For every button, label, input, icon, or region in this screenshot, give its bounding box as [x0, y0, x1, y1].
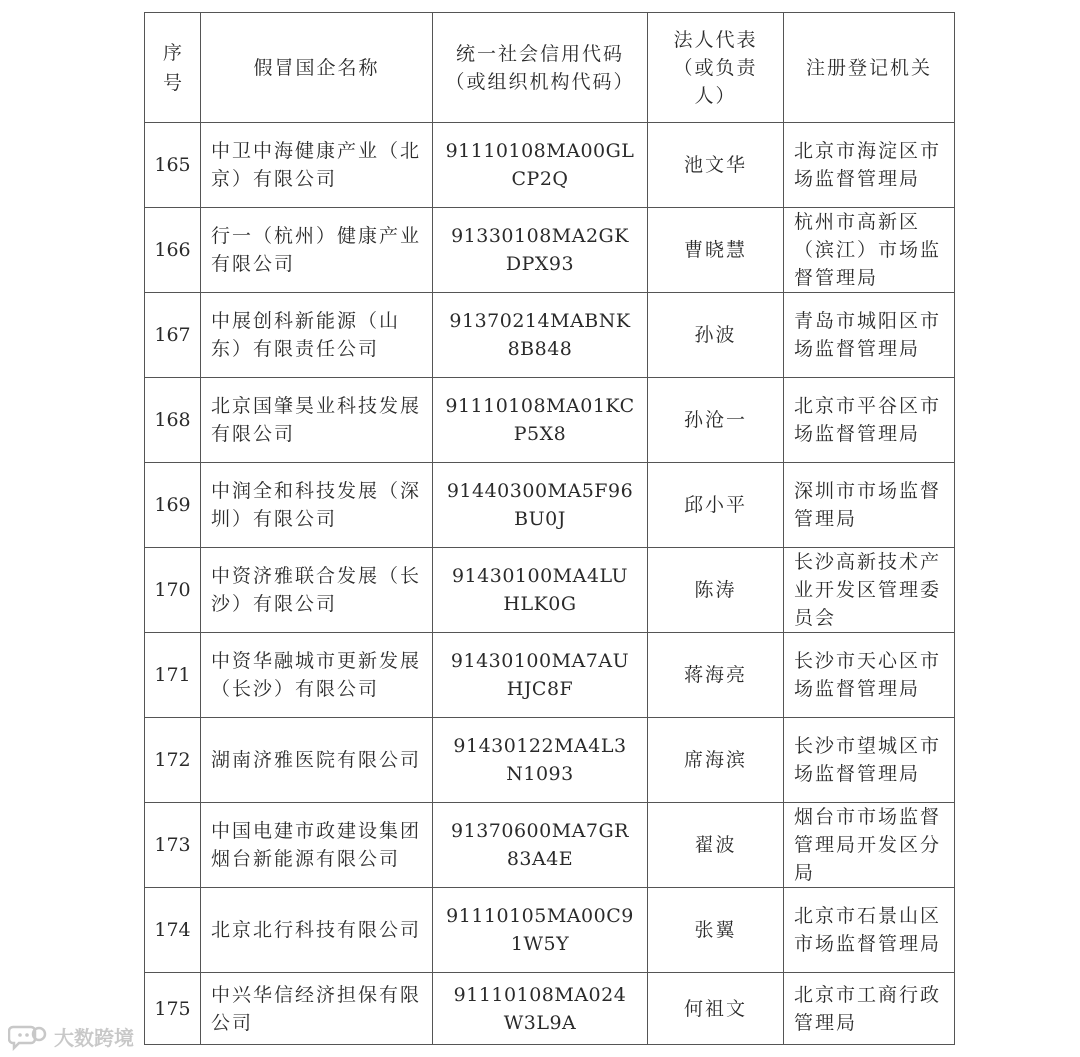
cell-legal-representative: 孙波: [648, 293, 784, 378]
cell-serial-number: 175: [145, 973, 201, 1045]
cell-registration-authority: 青岛市城阳区市场监督管理局: [784, 293, 955, 378]
cell-serial-number: 173: [145, 803, 201, 888]
cell-serial-number: 169: [145, 463, 201, 548]
cell-legal-representative: 席海滨: [648, 718, 784, 803]
cell-legal-representative: 翟波: [648, 803, 784, 888]
cell-company-name: 中兴华信经济担保有限公司: [201, 973, 433, 1045]
table-header-row: [145, 13, 955, 123]
table-row: [145, 293, 955, 378]
cell-credit-code: 91430100MA7AUHJC8F: [433, 633, 648, 718]
table-row: [145, 888, 955, 973]
watermark-text: 大数跨境: [54, 1026, 134, 1050]
cell-credit-code: 91110105MA00C91W5Y: [433, 888, 648, 973]
cell-credit-code: 91370600MA7GR83A4E: [433, 803, 648, 888]
cell-legal-representative: 张翼: [648, 888, 784, 973]
table-row: [145, 973, 955, 1045]
table-row: [145, 208, 955, 293]
cell-company-name: 中资华融城市更新发展（长沙）有限公司: [201, 633, 433, 718]
cell-company-name: 中润全和科技发展（深圳）有限公司: [201, 463, 433, 548]
cell-serial-number: 168: [145, 378, 201, 463]
cell-legal-representative: 曹晓慧: [648, 208, 784, 293]
cell-company-name: 中国电建市政建设集团烟台新能源有限公司: [201, 803, 433, 888]
cell-legal-representative: 陈涛: [648, 548, 784, 633]
cell-credit-code: 91430100MA4LUHLK0G: [433, 548, 648, 633]
cell-serial-number: 166: [145, 208, 201, 293]
header-serial-number-char-1: 序: [162, 41, 182, 64]
cell-legal-representative: 邱小平: [648, 463, 784, 548]
table-row: [145, 378, 955, 463]
cell-serial-number: 171: [145, 633, 201, 718]
table-row: [145, 463, 955, 548]
cell-registration-authority: 烟台市市场监督管理局开发区分局: [784, 803, 955, 888]
table-row: [145, 803, 955, 888]
cell-registration-authority: 北京市海淀区市场监督管理局: [784, 123, 955, 208]
cell-serial-number: 170: [145, 548, 201, 633]
table-row: [145, 718, 955, 803]
cell-legal-representative: 孙沧一: [648, 378, 784, 463]
header-credit-code: 统一社会信用代码（或组织机构代码）: [433, 13, 648, 123]
fake-soe-table: [144, 12, 955, 1045]
header-serial-number-char-2: 号: [162, 71, 182, 94]
cell-company-name: 行一（杭州）健康产业有限公司: [201, 208, 433, 293]
cell-credit-code: 91440300MA5F96BU0J: [433, 463, 648, 548]
cell-company-name: 中展创科新能源（山东）有限责任公司: [201, 293, 433, 378]
cell-company-name: 北京国肇昊业科技发展有限公司: [201, 378, 433, 463]
cell-registration-authority: 杭州市高新区（滨江）市场监督管理局: [784, 208, 955, 293]
cell-credit-code: 91110108MA00GLCP2Q: [433, 123, 648, 208]
cell-legal-representative: 蒋海亮: [648, 633, 784, 718]
cell-registration-authority: 长沙高新技术产业开发区管理委员会: [784, 548, 955, 633]
cell-company-name: 湖南济雅医院有限公司: [201, 718, 433, 803]
cell-serial-number: 165: [145, 123, 201, 208]
cell-credit-code: 91370214MABNK8B848: [433, 293, 648, 378]
header-legal-representative: 法人代表（或负责人）: [648, 13, 784, 123]
cell-registration-authority: 深圳市市场监督管理局: [784, 463, 955, 548]
cell-serial-number: 167: [145, 293, 201, 378]
cell-company-name: 中卫中海健康产业（北京）有限公司: [201, 123, 433, 208]
cell-company-name: 北京北行科技有限公司: [201, 888, 433, 973]
table-row: [145, 548, 955, 633]
cell-registration-authority: 长沙市望城区市场监督管理局: [784, 718, 955, 803]
cell-registration-authority: 长沙市天心区市场监督管理局: [784, 633, 955, 718]
cell-registration-authority: 北京市石景山区市场监督管理局: [784, 888, 955, 973]
chat-bubble-logo-icon: [8, 1023, 48, 1051]
cell-registration-authority: 北京市工商行政管理局: [784, 973, 955, 1045]
cell-credit-code: 91110108MA01KCP5X8: [433, 378, 648, 463]
cell-registration-authority: 北京市平谷区市场监督管理局: [784, 378, 955, 463]
header-company-name: 假冒国企名称: [201, 13, 433, 123]
cell-legal-representative: 池文华: [648, 123, 784, 208]
header-registration-authority: 注册登记机关: [784, 13, 955, 123]
cell-legal-representative: 何祖文: [648, 973, 784, 1045]
cell-serial-number: 172: [145, 718, 201, 803]
watermark: [8, 1022, 134, 1051]
cell-serial-number: 174: [145, 888, 201, 973]
cell-credit-code: 91330108MA2GKDPX93: [433, 208, 648, 293]
cell-credit-code: 91430122MA4L3N1093: [433, 718, 648, 803]
cell-company-name: 中资济雅联合发展（长沙）有限公司: [201, 548, 433, 633]
cell-credit-code: 91110108MA024W3L9A: [433, 973, 648, 1045]
table-row: [145, 123, 955, 208]
header-serial-number: [145, 13, 201, 123]
table-row: [145, 633, 955, 718]
